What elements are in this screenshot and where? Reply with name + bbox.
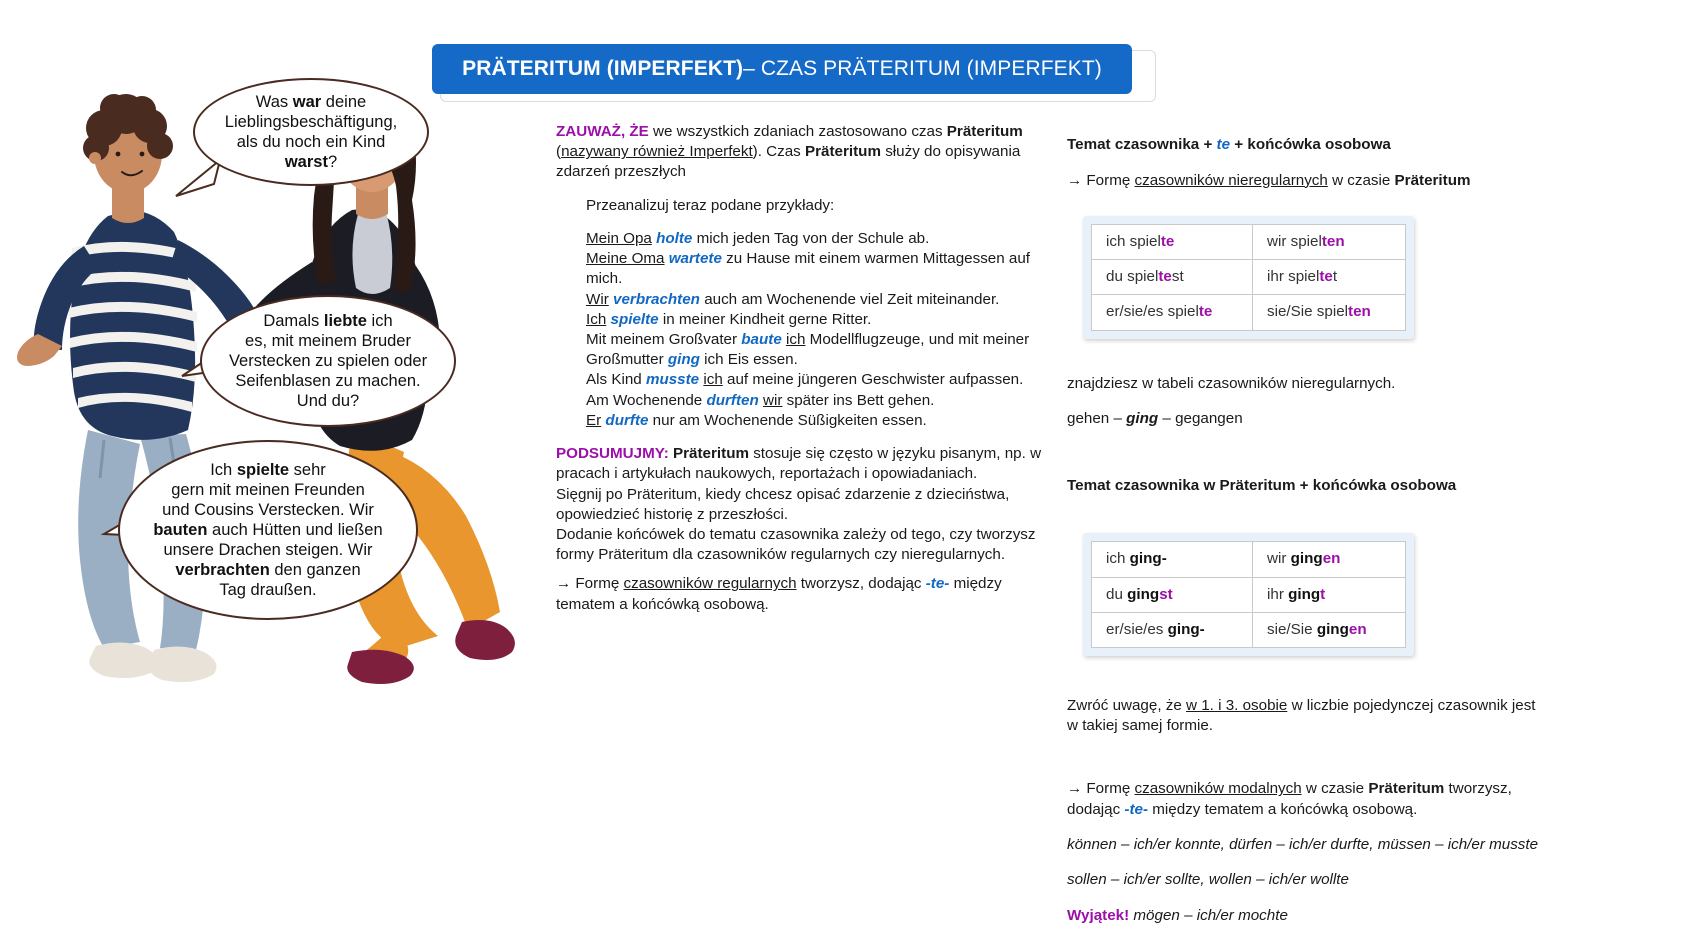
table-cell: ihr gingt [1253,577,1406,612]
exception-note: Wyjątek! mögen – ich/er mochte [1067,906,1288,924]
table-cell: ich spielte [1092,225,1253,260]
middle-column [556,122,1064,615]
example-sentence: Am Wochenende durften wir später ins Bett gehen. [586,391,935,409]
modal-examples-1: können – ich/er konnte, dürfen – ich/er durfte, müssen – ich/er musste [1067,835,1539,853]
verb-example-gehen: gehen – ging – gegangen [1067,410,1243,428]
table-row [1092,577,1406,612]
paragraph-podsumujmy: PODSUMUJMY: Präteritum stosuje się często w języku pisanym, np. w pracach i artykułach naukowych, reportażach i opowiadaniach. Sięgnij po Präteritum, kiedy chcesz opisać zdarzenie z dzieciństwa, opowiedzieć historię z przeszłości. Dodanie końcówek do tematu czasownika zależy od tego, czy tworzysz formy Präteritum dla czasowników regularnych czy nieregularnych. [556,445,1042,564]
right-column [1067,120,1547,941]
table-row [1092,612,1406,647]
page-title [432,44,1132,94]
note-same-person-form: Zwróć uwagę, że w 1. i 3. osobie w liczbie pojedynczej czasownik jest w takiej samej formie. [1067,696,1536,734]
bubble-boy-answer [118,440,418,620]
paragraph-zauwaz: ZAUWAŻ, ŻE we wszystkich zdaniach zastosowano czas Präteritum (nazywany również Imperfekt). Czas Präteritum służy do opisywania zdarzeń przeszłych [556,123,1023,181]
formula-irregular: Temat czasownika w Präteritum + końcówka osobowa [1067,477,1457,495]
table-cell: du gingst [1092,577,1253,612]
table-cell: sie/Sie gingen [1253,612,1406,647]
page-title-rest: – CZAS PRÄTERITUM (IMPERFEKT) [743,57,1102,80]
table-row [1092,225,1406,260]
table-cell: er/sie/es spielte [1092,295,1253,330]
conjugation-table-spielen [1091,224,1406,331]
conjugation-table-gehen [1091,541,1406,648]
after-table-text: znajdziesz w tabeli czasowników nieregularnych. [1067,375,1396,393]
example-sentence: Ich spielte in meiner Kindheit gerne Ritter. [586,310,872,328]
table-cell: wir spielten [1253,225,1406,260]
bubble-1-text: Was war deine Lieblingsbeschäftigung, als du noch ein Kind warst? [224,92,398,172]
table-shell-regular [1083,216,1414,339]
examples-heading: Przeanalizuj teraz podane przykłady: [586,196,835,214]
example-sentence: Meine Oma wartete zu Hause mit einem warmen Mittagessen auf mich. [586,250,1031,288]
table-cell: er/sie/es ging- [1092,612,1253,647]
table-cell: ich ging- [1092,542,1253,577]
paragraph-rule-regular: → Formę czasowników regularnych tworzysz, dodając -te- między tematem a końcówką osobową. [556,575,1002,613]
example-sentence: Er durfte nur am Wochenende Süßigkeiten essen. [586,411,927,429]
example-sentence: Wir verbrachten auch am Wochenende viel Zeit miteinander. [586,290,1000,308]
table-cell: du spieltest [1092,260,1253,295]
bubble-woman-answer [200,295,456,427]
table-row [1092,295,1406,330]
table-shell-irregular [1083,533,1414,656]
table-cell: ihr spieltet [1253,260,1406,295]
table-row [1092,542,1406,577]
example-sentence: Als Kind musste ich auf meine jüngeren Geschwister aufpassen. [586,371,1024,389]
modal-examples-2: sollen – ich/er sollte, wollen – ich/er wollte [1067,871,1349,889]
table-cell: sie/Sie spielten [1253,295,1406,330]
rule-modal-verbs: → Formę czasowników modalnych w czasie Präteritum tworzysz, dodając -te- między tematem a końcówką osobową. [1067,780,1512,818]
bubble-3-text: Ich spielte sehr gern mit meinen Freunden und Cousins Verstecken. Wir bauten auch Hütten und ließen unsere Drachen steigen. Wir verbrachten den ganzen Tag draußen. [153,460,383,600]
page-title-bold: PRÄTERITUM (IMPERFEKT) [462,57,744,80]
table-row [1092,260,1406,295]
note-irregular: → Formę czasowników nieregularnych w czasie Präteritum [1067,171,1471,189]
example-sentence: Mit meinem Großvater baute ich Modellflugzeuge, und mit meiner Großmutter ging ich Eis essen. [586,330,1030,369]
title-area [432,44,1154,98]
table-cell: wir gingen [1253,542,1406,577]
bubble-2-text: Damals liebte ich es, mit meinem Bruder Verstecken zu spielen oder Seifenblasen zu machen. Und du? [228,311,428,411]
examples-list [586,229,1064,431]
bubble-boy-question [193,78,429,186]
formula-regular: Temat czasownika + te + końcówka osobowa [1067,136,1391,154]
example-sentence: Mein Opa holte mich jeden Tag von der Schule ab. [586,229,930,247]
